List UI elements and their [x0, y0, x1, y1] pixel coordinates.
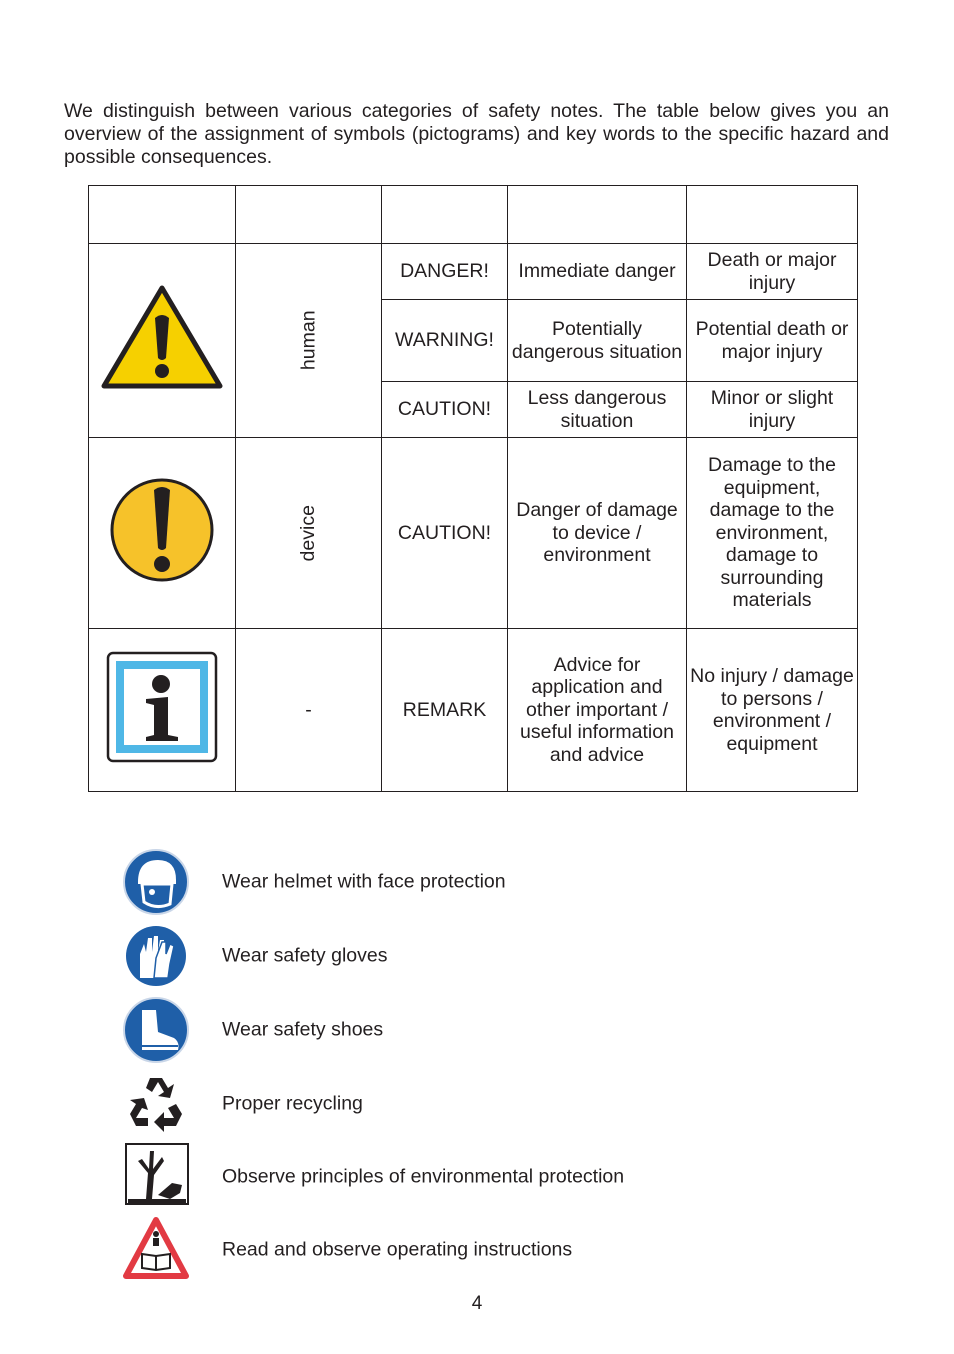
pictogram-item [122, 1143, 822, 1211]
page-number: 4 [471, 1293, 483, 1314]
symbol-cell [89, 629, 236, 792]
intro-paragraph: We distinguish between various categories of safety notes. The table below gives you an overview of the assignment of symbols (pictograms) and key words to the specific hazard and possible consequences. [64, 100, 889, 168]
pictogram-item [122, 996, 822, 1064]
header-cell [382, 186, 508, 244]
consequence-cell: Damage to the equipment, damage to the environment, damage to surrounding materials [687, 438, 858, 629]
keyword-cell: CAUTION! [382, 382, 508, 438]
table-header-row [89, 186, 858, 244]
hazard-cell: Advice for application and other important / useful information and advice [508, 629, 687, 792]
symbol-cell [89, 438, 236, 629]
category-label: device [297, 504, 320, 562]
header-cell [236, 186, 382, 244]
pictogram-label: Wear safety shoes [222, 1018, 384, 1041]
environmental-protection-icon [122, 1143, 190, 1211]
consequence-cell: Potential death or major injury [687, 300, 858, 382]
category-cell: - [236, 629, 382, 792]
helmet-face-protection-icon [122, 848, 190, 916]
pictogram-label: Proper recycling [222, 1092, 363, 1115]
keyword-cell: CAUTION! [382, 438, 508, 629]
safety-gloves-icon [122, 922, 190, 990]
hazard-cell: Potentially dangerous situation [508, 300, 687, 382]
pictogram-item [122, 1070, 822, 1138]
hazard-cell: Less dangerous situation [508, 382, 687, 438]
consequence-cell: Minor or slight injury [687, 382, 858, 438]
pictogram-label: Read and observe operating instructions [222, 1238, 573, 1261]
table-row [89, 438, 858, 629]
table-row [89, 629, 858, 792]
information-icon [106, 651, 218, 763]
safety-notes-table [88, 185, 858, 792]
pictogram-label: Observe principles of environmental protection [222, 1165, 625, 1188]
header-cell [89, 186, 236, 244]
category-cell [236, 438, 382, 629]
header-cell [687, 186, 858, 244]
keyword-cell: REMARK [382, 629, 508, 792]
keyword-cell: WARNING! [382, 300, 508, 382]
exclamation-circle-icon [108, 476, 216, 584]
category-cell [236, 244, 382, 438]
hazard-cell: Danger of damage to device / environment [508, 438, 687, 629]
table-row [89, 244, 858, 300]
read-instructions-icon [122, 1216, 190, 1284]
pictogram-item [122, 922, 822, 990]
symbol-cell [89, 244, 236, 438]
pictogram-item [122, 1216, 822, 1284]
pictogram-label: Wear helmet with face protection [222, 870, 506, 893]
warning-triangle-icon [99, 282, 225, 394]
safety-shoes-icon [122, 996, 190, 1064]
header-cell [508, 186, 687, 244]
consequence-cell: No injury / damage to persons / environment / equipment [687, 629, 858, 792]
keyword-cell: DANGER! [382, 244, 508, 300]
recycling-icon [122, 1070, 190, 1138]
pictogram-label: Wear safety gloves [222, 944, 388, 967]
pictogram-item [122, 848, 822, 916]
hazard-cell: Immediate danger [508, 244, 687, 300]
category-label: human [297, 310, 320, 371]
consequence-cell: Death or major injury [687, 244, 858, 300]
